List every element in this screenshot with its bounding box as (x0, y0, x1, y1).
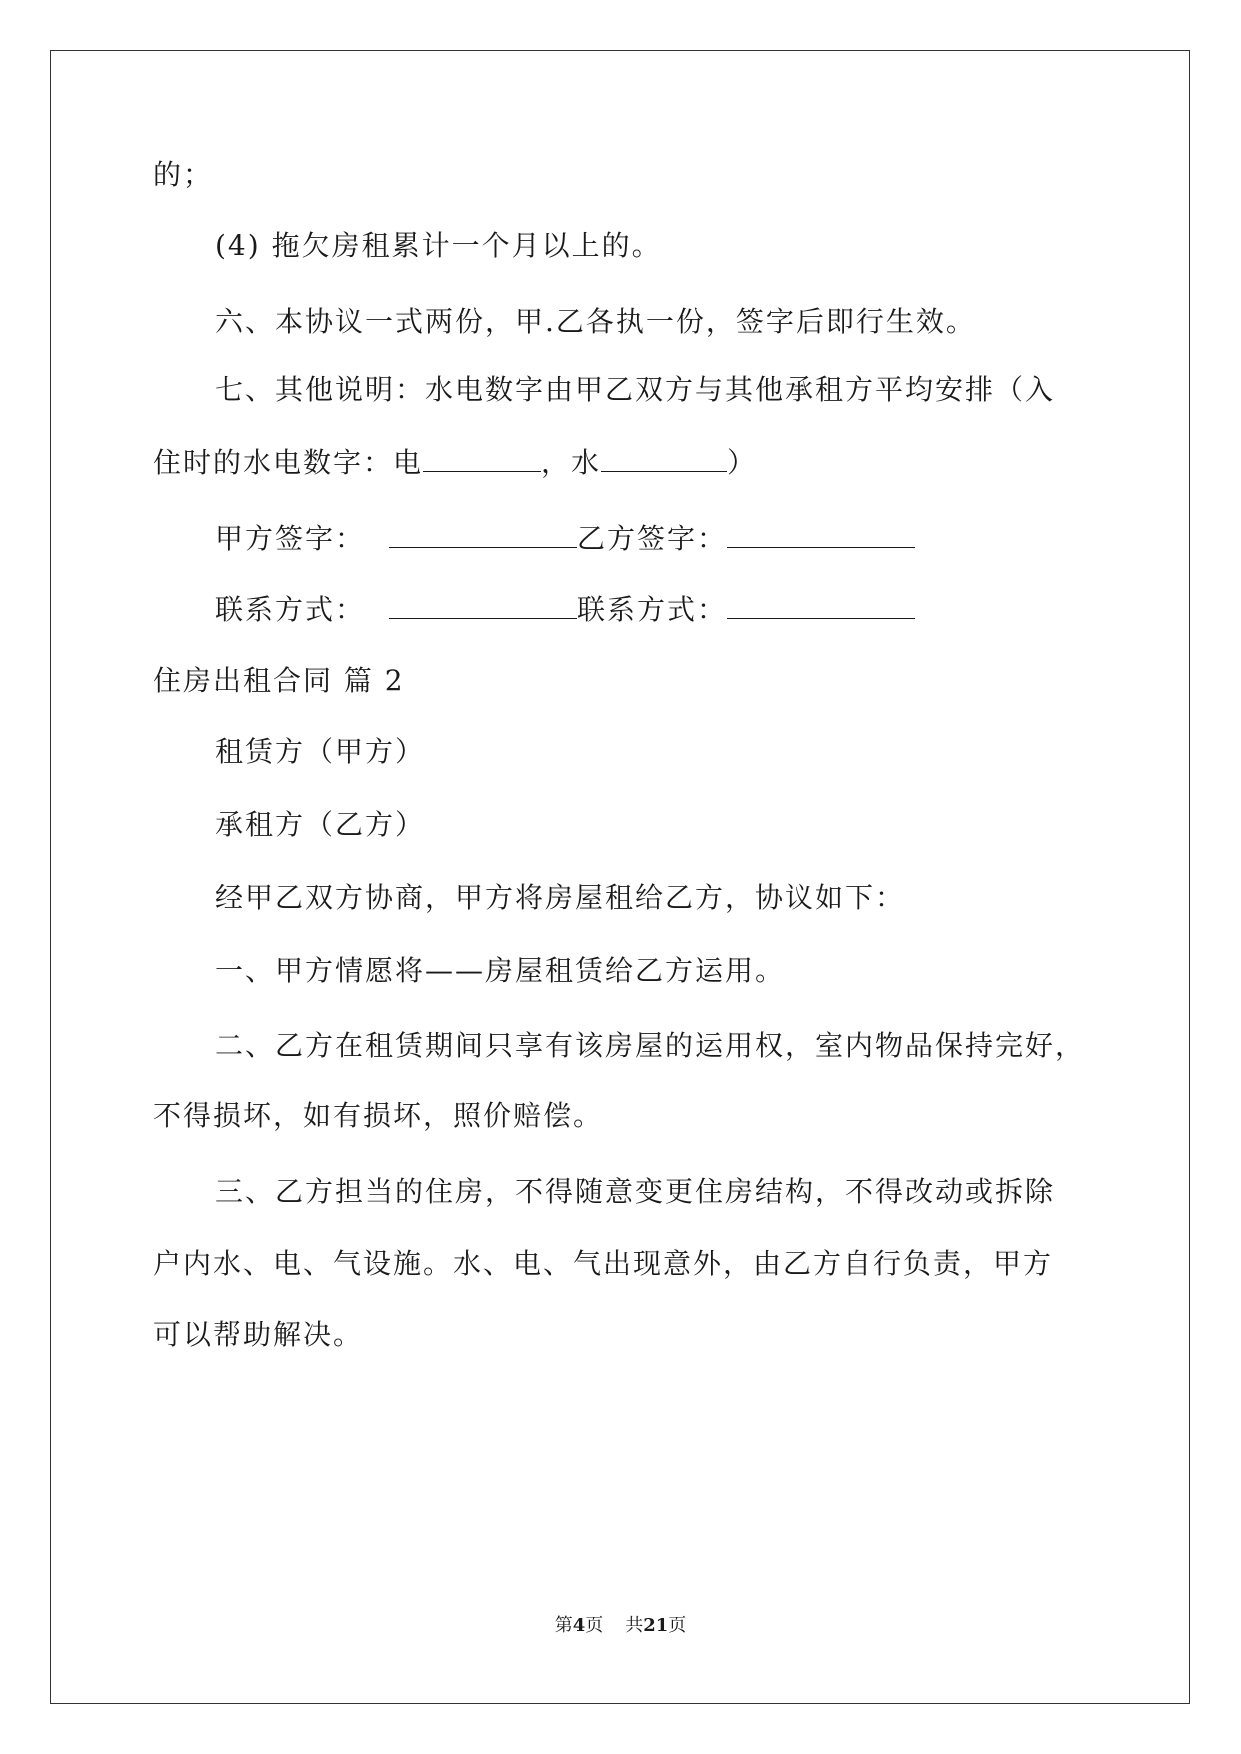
text-segment: ，水 (541, 446, 602, 479)
text-line: 租赁方（甲方） (215, 735, 426, 768)
section-heading: 住房出租合同 篇 2 (153, 664, 405, 697)
party-b-signature-blank (727, 519, 915, 548)
party-b-contact-label: 联系方式： (577, 593, 728, 626)
text-line: 承租方（乙方） (215, 808, 426, 841)
text-line: 二、乙方在租赁期间只享有该房屋的运用权，室内物品保持完好， (215, 1029, 1086, 1062)
party-b-signature-label: 乙方签字： (577, 522, 728, 555)
page-current: 4 (572, 1615, 586, 1636)
page-suffix: 页 (585, 1615, 604, 1636)
text-segment: 住时的水电数字：电 (153, 446, 424, 479)
text-line: (4) 拖欠房租累计一个月以上的。 (215, 229, 662, 262)
text-line: 可以帮助解决。 (153, 1318, 364, 1351)
text-line: 的； (153, 158, 214, 191)
signature-line (215, 519, 915, 559)
text-line: 不得损坏，如有损坏，照价赔偿。 (153, 1099, 604, 1132)
text-line: 一、甲方情愿将——房屋租赁给乙方运用。 (215, 954, 786, 987)
party-b-contact-blank (727, 590, 915, 619)
text-line: 六、本协议一式两份，甲.乙各执一份，签字后即行生效。 (215, 305, 976, 338)
text-line: 三、乙方担当的住房，不得随意变更住房结构，不得改动或拆除 (215, 1175, 1056, 1208)
contact-line (215, 590, 915, 630)
page-frame (50, 50, 1190, 1704)
page-footer (0, 1614, 1241, 1638)
total-suffix: 页 (668, 1615, 687, 1636)
page-total: 21 (643, 1615, 669, 1636)
electricity-blank (423, 443, 541, 472)
page-prefix: 第 (554, 1615, 573, 1636)
text-line-meter-readings (153, 443, 757, 483)
party-a-contact-blank (389, 590, 577, 619)
water-blank (601, 443, 727, 472)
party-a-signature-blank (389, 519, 577, 548)
party-a-signature-label: 甲方签字： (215, 522, 366, 555)
text-segment: ） (727, 446, 758, 479)
text-line: 户内水、电、气设施。水、电、气出现意外，由乙方自行负责，甲方 (153, 1247, 1054, 1280)
total-prefix: 共 (625, 1615, 644, 1636)
party-a-contact-label: 联系方式： (215, 593, 366, 626)
text-line: 七、其他说明：水电数字由甲乙双方与其他承租方平均安排（入 (215, 373, 1056, 406)
text-line: 经甲乙双方协商，甲方将房屋租给乙方，协议如下： (215, 881, 906, 914)
